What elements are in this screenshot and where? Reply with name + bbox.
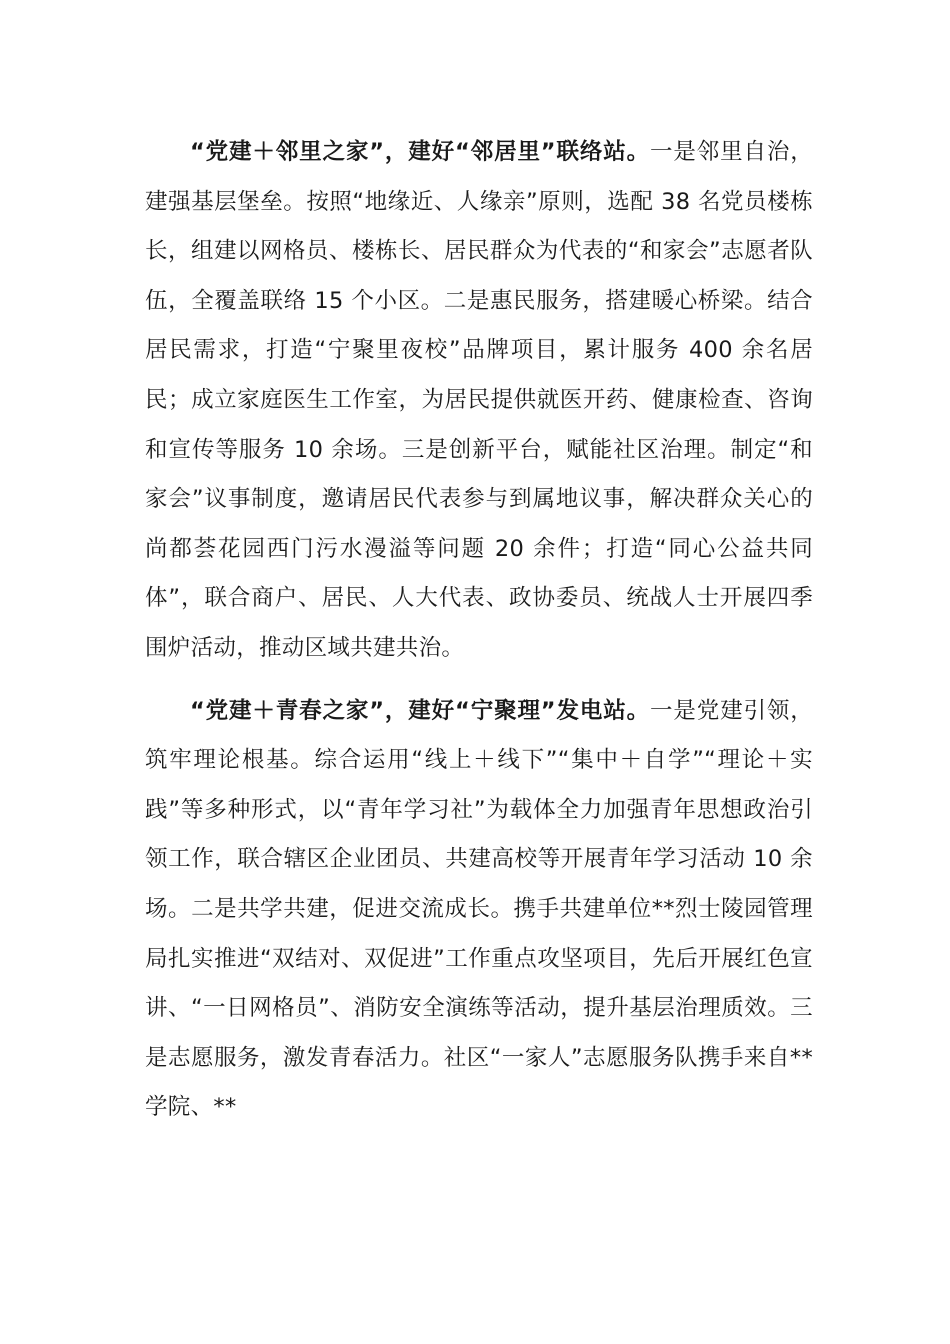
paragraph-neighborhood-home [145, 128, 813, 674]
document-body [145, 128, 813, 1133]
paragraph-text: 一是党建引领，筑牢理论根基。综合运用“线上＋线下”“集中＋自学”“理论＋实践”等多种形式，以“青年学习社”为载体全力加强青年思想政治引领工作，联合辖区企业团员、共建高校等开展青年学习活动 10 余场。二是共学共建，促进交流成长。携手共建单位**烈士陵园管理局扎实推进“双结对、双促进”工作重点攻坚项目，先后开展红色宣讲、“一日网格员”、消防安全演练等活动，提升基层治理质效。三是志愿服务，激发青春活力。社区“一家人”志愿服务队携手来自**学院、** [145, 697, 813, 1121]
paragraph-heading: “党建＋青春之家”，建好“宁聚理”发电站。 [190, 697, 650, 724]
paragraph-youth-home [145, 687, 813, 1133]
paragraph-heading: “党建＋邻里之家”，建好“邻居里”联络站。 [190, 139, 650, 165]
paragraph-text: 一是邻里自治，建强基层堡垒。按照“地缘近、人缘亲”原则，选配 38 名党员楼栋长，组建以网格员、楼栋长、居民群众为代表的“和家会”志愿者队伍，全覆盖联络 15 个小区。二是惠民服务，搭建暖心桥梁。结合居民需求，打造“宁聚里夜校”品牌项目，累计服务 400 余名居民；成立家庭医生工作室，为居民提供就医开药、健康检查、咨询和宣传等服务 10 余场。三是创新平台，赋能社区治理。制定“和家会”议事制度，邀请居民代表参与到属地议事，解决群众关心的尚都荟花园西门污水漫溢等问题 20 余件；打造“同心公益共同体”，联合商户、居民、人大代表、政协委员、统战人士开展四季围炉活动，推动区域共建共治。 [145, 139, 813, 661]
